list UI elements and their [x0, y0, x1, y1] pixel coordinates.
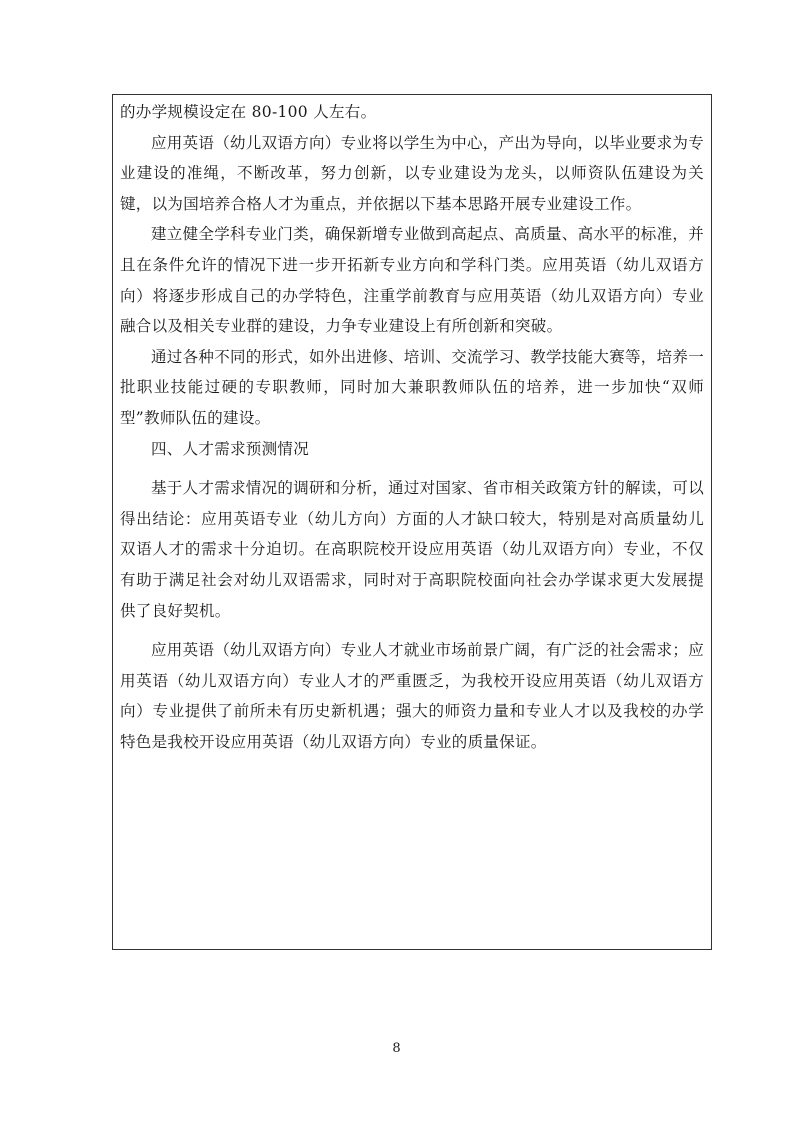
paragraph-market-outlook: 应用英语（幼儿双语方向）专业人才就业市场前景广阔，有广泛的社会需求；应用英语（幼儿双语方向）专业人才的严重匮乏，为我校开设应用英语（幼儿双语方向）专业提供了前所未有历史新机遇；强大的师资力量和专业人才以及我校的办学特色是我校开设应用英语（幼儿双语方向）专业的质量保证。: [120, 641, 705, 751]
page-number: 8: [392, 1041, 401, 1056]
paragraph-discipline-building: 建立健全学科专业门类，确保新增专业做到高起点、高质量、高水平的标准，并且在条件允许的情况下进一步开拓新专业方向和学科门类。应用英语（幼儿双语方向）将逐步形成自己的办学特色，注重学前教育与应用英语（幼儿双语方向）专业融合以及相关专业群的建设，力争专业建设上有所创新和突破。: [120, 225, 705, 336]
paragraph-enrollment-scale: 的办学规模设定在 80-100 人左右。: [120, 103, 377, 121]
document-content: [120, 97, 704, 757]
paragraph-demand-analysis: 基于人才需求情况的调研和分析，通过对国家、省市相关政策方针的解读，可以得出结论：应用英语专业（幼儿方向）方面的人才缺口较大，特别是对高质量幼儿双语人才的需求十分迫切。在高职院校开设应用英语（幼儿双语方向）专业，不仅有助于满足社会对幼儿双语需求，同时对于高职院校面向社会办学谋求更大发展提供了良好契机。: [120, 479, 705, 620]
paragraph-construction-principles: 应用英语（幼儿双语方向）专业将以学生为中心，产出为导向，以毕业要求为专业建设的准绳，不断改革，努力创新，以专业建设为龙头，以师资队伍建设为关键，以为国培养合格人才为重点，并依据以下基本思路开展专业建设工作。: [120, 133, 705, 213]
paragraph-teacher-training: 通过各种不同的形式，如外出进修、培训、交流学习、教学技能大赛等，培养一批职业技能过硬的专职教师，同时加大兼职教师队伍的培养，进一步加快“双师型”教师队伍的建设。: [120, 347, 705, 427]
section-heading-talent-demand: 四、人才需求预测情况: [151, 439, 310, 458]
